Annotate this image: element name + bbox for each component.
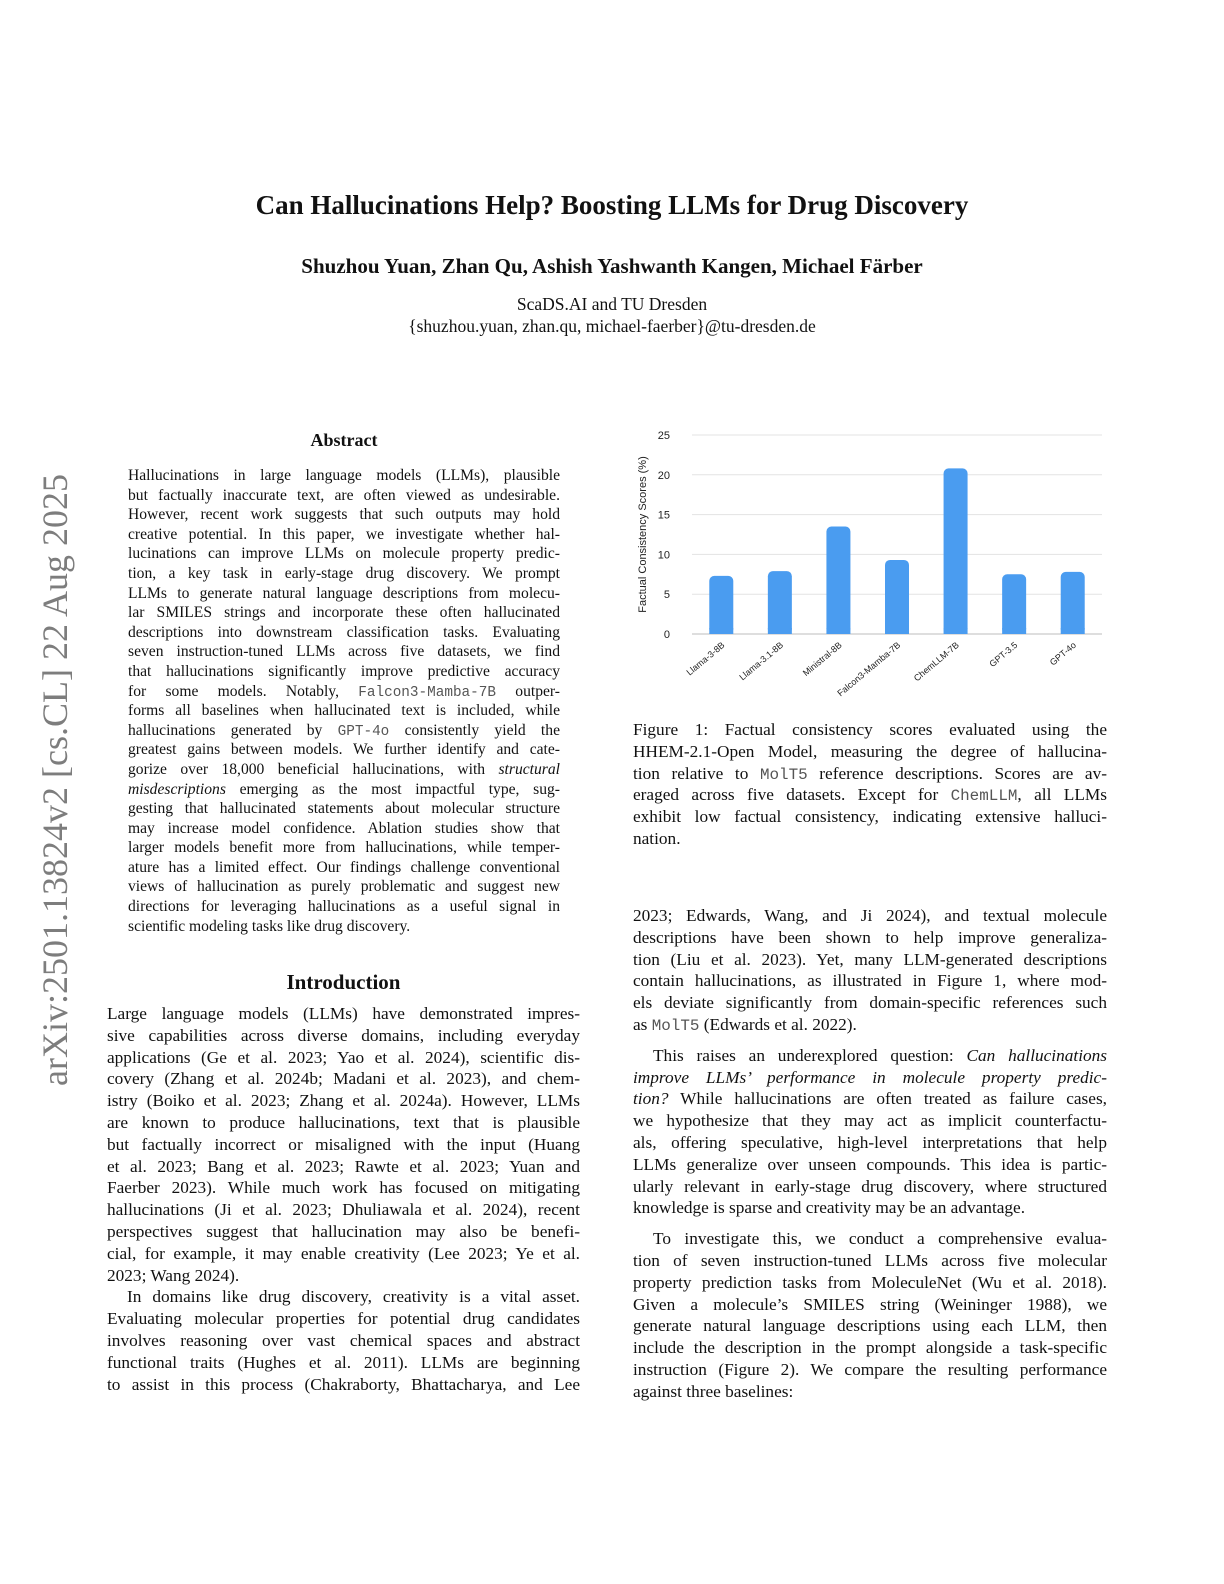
y-tick-label: 10 xyxy=(657,549,670,562)
text-line: Faerber 2023). While much work has focused on mitigating xyxy=(107,1178,580,1198)
bar-base xyxy=(1061,628,1085,634)
text-line: This raises an underexplored question: Can hallucinations xyxy=(653,1045,1107,1065)
y-tick-label: 20 xyxy=(657,469,670,482)
bar xyxy=(768,571,792,634)
text-line: but factually incorrect or misaligned with the input (Huang xyxy=(107,1134,580,1154)
text-line: as MolT5 (Edwards et al. 2022). xyxy=(633,1014,857,1035)
text-line: scientific modeling tasks like drug discovery. xyxy=(128,917,411,935)
text-line: istry (Boiko et al. 2023; Zhang et al. 2024a). However, LLMs xyxy=(107,1091,580,1111)
text-line: tion relative to MolT5 reference descriptions. Scores are av- xyxy=(633,763,1107,784)
text-line: cial, for example, it may enable creativity (Lee 2023; Ye et al. xyxy=(107,1243,580,1263)
code-term: MolT5 xyxy=(759,765,808,784)
y-tick-label: 25 xyxy=(657,430,670,442)
author-emails: {shuzhou.yuan, zhan.qu, michael-faerber}@tu-dresden.de xyxy=(408,316,816,336)
text-line: Figure 1: Factual consistency scores evaluated using the xyxy=(633,720,1107,739)
bar-base xyxy=(1002,628,1026,634)
abstract-heading: Abstract xyxy=(310,430,378,450)
x-tick-label: Falcon3-Mamba-7B xyxy=(835,639,903,699)
text-line: may increase model confidence. Ablation studies show that xyxy=(128,819,560,837)
text-line: include the description in the prompt alongside a task-specific xyxy=(633,1338,1107,1358)
text-line: et al. 2023; Bang et al. 2023; Rawte et al. 2023; Yuan and xyxy=(107,1156,580,1176)
text-line: greatest gains between models. We further identify and cate- xyxy=(128,741,560,759)
bar-base xyxy=(709,628,733,634)
x-tick-label: GPT-3.5 xyxy=(987,639,1020,670)
text-line: ature has a limited effect. Our findings challenge conventional xyxy=(128,858,560,876)
text-line: ularly relevant in early-stage drug discovery, where structured xyxy=(633,1176,1107,1196)
code-term: MolT5 xyxy=(651,1016,700,1035)
code-term: Falcon3-Mamba-7B xyxy=(358,684,496,701)
text-line: seven instruction-tuned LLMs across five datasets, we find xyxy=(128,643,560,661)
text-line: lar SMILES strings and incorporate these often hallucinated xyxy=(128,604,560,622)
affiliation: ScaDS.AI and TU Dresden xyxy=(516,294,708,314)
bar-base xyxy=(944,628,968,634)
text-line: sive capabilities across diverse domains, including everyday xyxy=(107,1025,580,1045)
arxiv-identifier: arXiv:2501.13824v2 [cs.CL] 22 Aug 2025 xyxy=(35,474,75,1086)
bar xyxy=(944,468,968,634)
text-line: misdescriptions emerging as the most impactful type, sug- xyxy=(128,780,560,798)
text-line: Hallucinations in large language models (LLMs), plausible xyxy=(128,467,560,484)
author-list: Shuzhou Yuan, Zhan Qu, Ashish Yashwanth Kangen, Michael Färber xyxy=(301,254,923,278)
text-line: are known to produce hallucinations, text that is plausible xyxy=(107,1112,580,1132)
text-line: nation. xyxy=(633,828,681,848)
x-tick-label: GPT-4o xyxy=(1047,639,1078,668)
bar xyxy=(826,527,850,634)
code-term: ChemLLM xyxy=(950,787,1018,806)
italic-text: Can hallucinations xyxy=(966,1045,1107,1065)
text-line: HHEM-2.1-Open Model, measuring the degree of hallucina- xyxy=(633,741,1107,761)
paper-title: Can Hallucinations Help? Boosting LLMs for Drug Discovery xyxy=(255,190,969,220)
text-line: gesting that hallucinated statements about molecular structure xyxy=(128,800,560,818)
text-line: property prediction tasks from MoleculeNet (Wu et al. 2018). xyxy=(633,1272,1107,1292)
text-line: we hypothesize that they may act as implicit counterfactu- xyxy=(633,1111,1107,1131)
text-line: hallucinations (Ji et al. 2023; Dhuliawala et al. 2024), recent xyxy=(107,1200,580,1220)
x-tick-label: Llama-3-8B xyxy=(684,639,727,678)
paragraph xyxy=(633,1045,1107,1219)
text-line: descriptions have been shown to help improve generaliza- xyxy=(633,927,1107,947)
bar-base xyxy=(885,628,909,634)
bar xyxy=(709,576,733,634)
text-line: for some models. Notably, Falcon3-Mamba-7B outper- xyxy=(128,682,560,701)
text-line: instruction (Figure 2). We compare the resulting performance xyxy=(633,1359,1107,1379)
y-tick-label: 15 xyxy=(657,509,670,522)
text-line: views of hallucination as purely problematic and suggest new xyxy=(128,878,560,896)
arxiv-sidebar xyxy=(30,430,80,1130)
bar-base xyxy=(768,628,792,634)
text-line: directions for leveraging hallucinations as a useful signal in xyxy=(128,898,560,916)
italic-text: tion? xyxy=(633,1089,669,1109)
figure-1-chart xyxy=(630,420,1110,710)
text-line: LLMs generalize over unseen compounds. This idea is partic- xyxy=(633,1154,1107,1174)
bar-chart-svg xyxy=(630,420,1110,710)
text-line: Large language models (LLMs) have demonstrated impres- xyxy=(107,1004,580,1023)
x-tick-label: Ministral-8B xyxy=(800,639,844,679)
figure-1-caption xyxy=(633,719,1107,850)
text-line: perspectives suggest that hallucination may also be benefi- xyxy=(107,1221,580,1241)
text-line: 2023; Edwards, Wang, and Ji 2024), and textual molecule xyxy=(633,906,1107,925)
text-line: eraged across five datasets. Except for ChemLLM, all LLMs xyxy=(633,785,1107,806)
text-line: gorize over 18,000 beneficial hallucinations, with structural xyxy=(128,760,560,778)
bar xyxy=(885,560,909,634)
text-line: tion of seven instruction-tuned LLMs across five molecular xyxy=(633,1250,1107,1270)
text-line: functional traits (Hughes et al. 2011). LLMs are beginning xyxy=(107,1352,580,1372)
text-line: 2023; Wang 2024). xyxy=(107,1265,240,1285)
bar xyxy=(1002,574,1026,634)
x-tick-label: ChemLLM-7B xyxy=(911,639,961,684)
text-line: but factually inaccurate text, are often viewed as undesirable. xyxy=(128,486,560,504)
paragraph xyxy=(633,905,1107,1036)
y-tick-label: 5 xyxy=(663,589,670,602)
introduction-heading: Introduction xyxy=(286,970,401,994)
text-line: to assist in this process (Chakraborty, Bhattacharya, and Lee xyxy=(107,1374,580,1394)
text-line: als, offering speculative, high-level interpretations that help xyxy=(633,1132,1107,1152)
bar xyxy=(1061,572,1085,634)
text-line: tion (Liu et al. 2023). Yet, many LLM-generated descriptions xyxy=(633,949,1107,969)
paragraph xyxy=(107,1286,580,1395)
introduction-left-column xyxy=(107,1003,580,1395)
text-line: applications (Ge et al. 2023; Yao et al. 2024), scientific dis- xyxy=(107,1047,580,1067)
text-line: tion? While hallucinations are often treated as failure cases, xyxy=(633,1089,1107,1109)
text-line: Given a molecule’s SMILES string (Weininger 1988), we xyxy=(633,1294,1107,1314)
text-line: els deviate significantly from domain-specific references such xyxy=(633,993,1107,1013)
text-line: exhibit low factual consistency, indicating extensive halluci- xyxy=(633,807,1107,827)
italic-text: misdescriptions xyxy=(128,780,226,798)
code-term: GPT-4o xyxy=(337,723,390,740)
text-line: hallucinations generated by GPT-4o consistently yield the xyxy=(128,721,560,740)
paragraph xyxy=(107,1003,580,1286)
text-line: To investigate this, we conduct a comprehensive evalua- xyxy=(653,1229,1107,1249)
text-line: forms all baselines when hallucinated text is included, while xyxy=(128,702,560,720)
text-line: However, recent work suggests that such outputs may hold xyxy=(128,506,560,524)
y-axis-label: Factual Consistency Scores (%) xyxy=(637,456,649,613)
text-line xyxy=(633,1067,1107,1089)
bar-base xyxy=(826,628,850,634)
italic-text: structural xyxy=(498,760,560,778)
italic-text: improve LLMs’ performance in molecule property predic- xyxy=(633,1067,1107,1087)
text-line: generate natural language descriptions using each LLM, then xyxy=(633,1316,1107,1336)
x-tick-label: Llama-3.1-8B xyxy=(737,639,786,683)
affiliation-block xyxy=(0,293,1224,337)
y-tick-label: 0 xyxy=(663,629,670,641)
text-line: larger models benefit more from hallucinations, while temper- xyxy=(128,839,560,857)
text-line: Evaluating molecular properties for potential drug candidates xyxy=(107,1309,580,1329)
text-line: involves reasoning over vast chemical spaces and abstract xyxy=(107,1330,580,1350)
text-line: tion, a key task in early-stage drug discovery. We prompt xyxy=(128,564,560,582)
text-line: knowledge is sparse and creativity may be an advantage. xyxy=(633,1198,1026,1218)
text-line: that hallucinations significantly improve predictive accuracy xyxy=(128,662,560,680)
paragraph xyxy=(633,1228,1107,1402)
text-line: contain hallucinations, as illustrated in Figure 1, where mod- xyxy=(633,971,1107,991)
text-line: In domains like drug discovery, creativity is a vital asset. xyxy=(127,1287,580,1307)
text-line: LLMs to generate natural language descriptions from molecu- xyxy=(128,584,560,602)
text-line: descriptions into downstream classification tasks. Evaluating xyxy=(128,623,560,641)
introduction-right-column xyxy=(633,905,1107,1403)
text-line: covery (Zhang et al. 2024b; Madani et al. 2023), and chem- xyxy=(107,1069,580,1089)
text-line: against three baselines: xyxy=(633,1381,794,1401)
text-line: creative potential. In this paper, we investigate whether hal- xyxy=(128,525,560,543)
abstract-body xyxy=(128,466,560,936)
text-line: lucinations can improve LLMs on molecule property predic- xyxy=(128,545,560,563)
